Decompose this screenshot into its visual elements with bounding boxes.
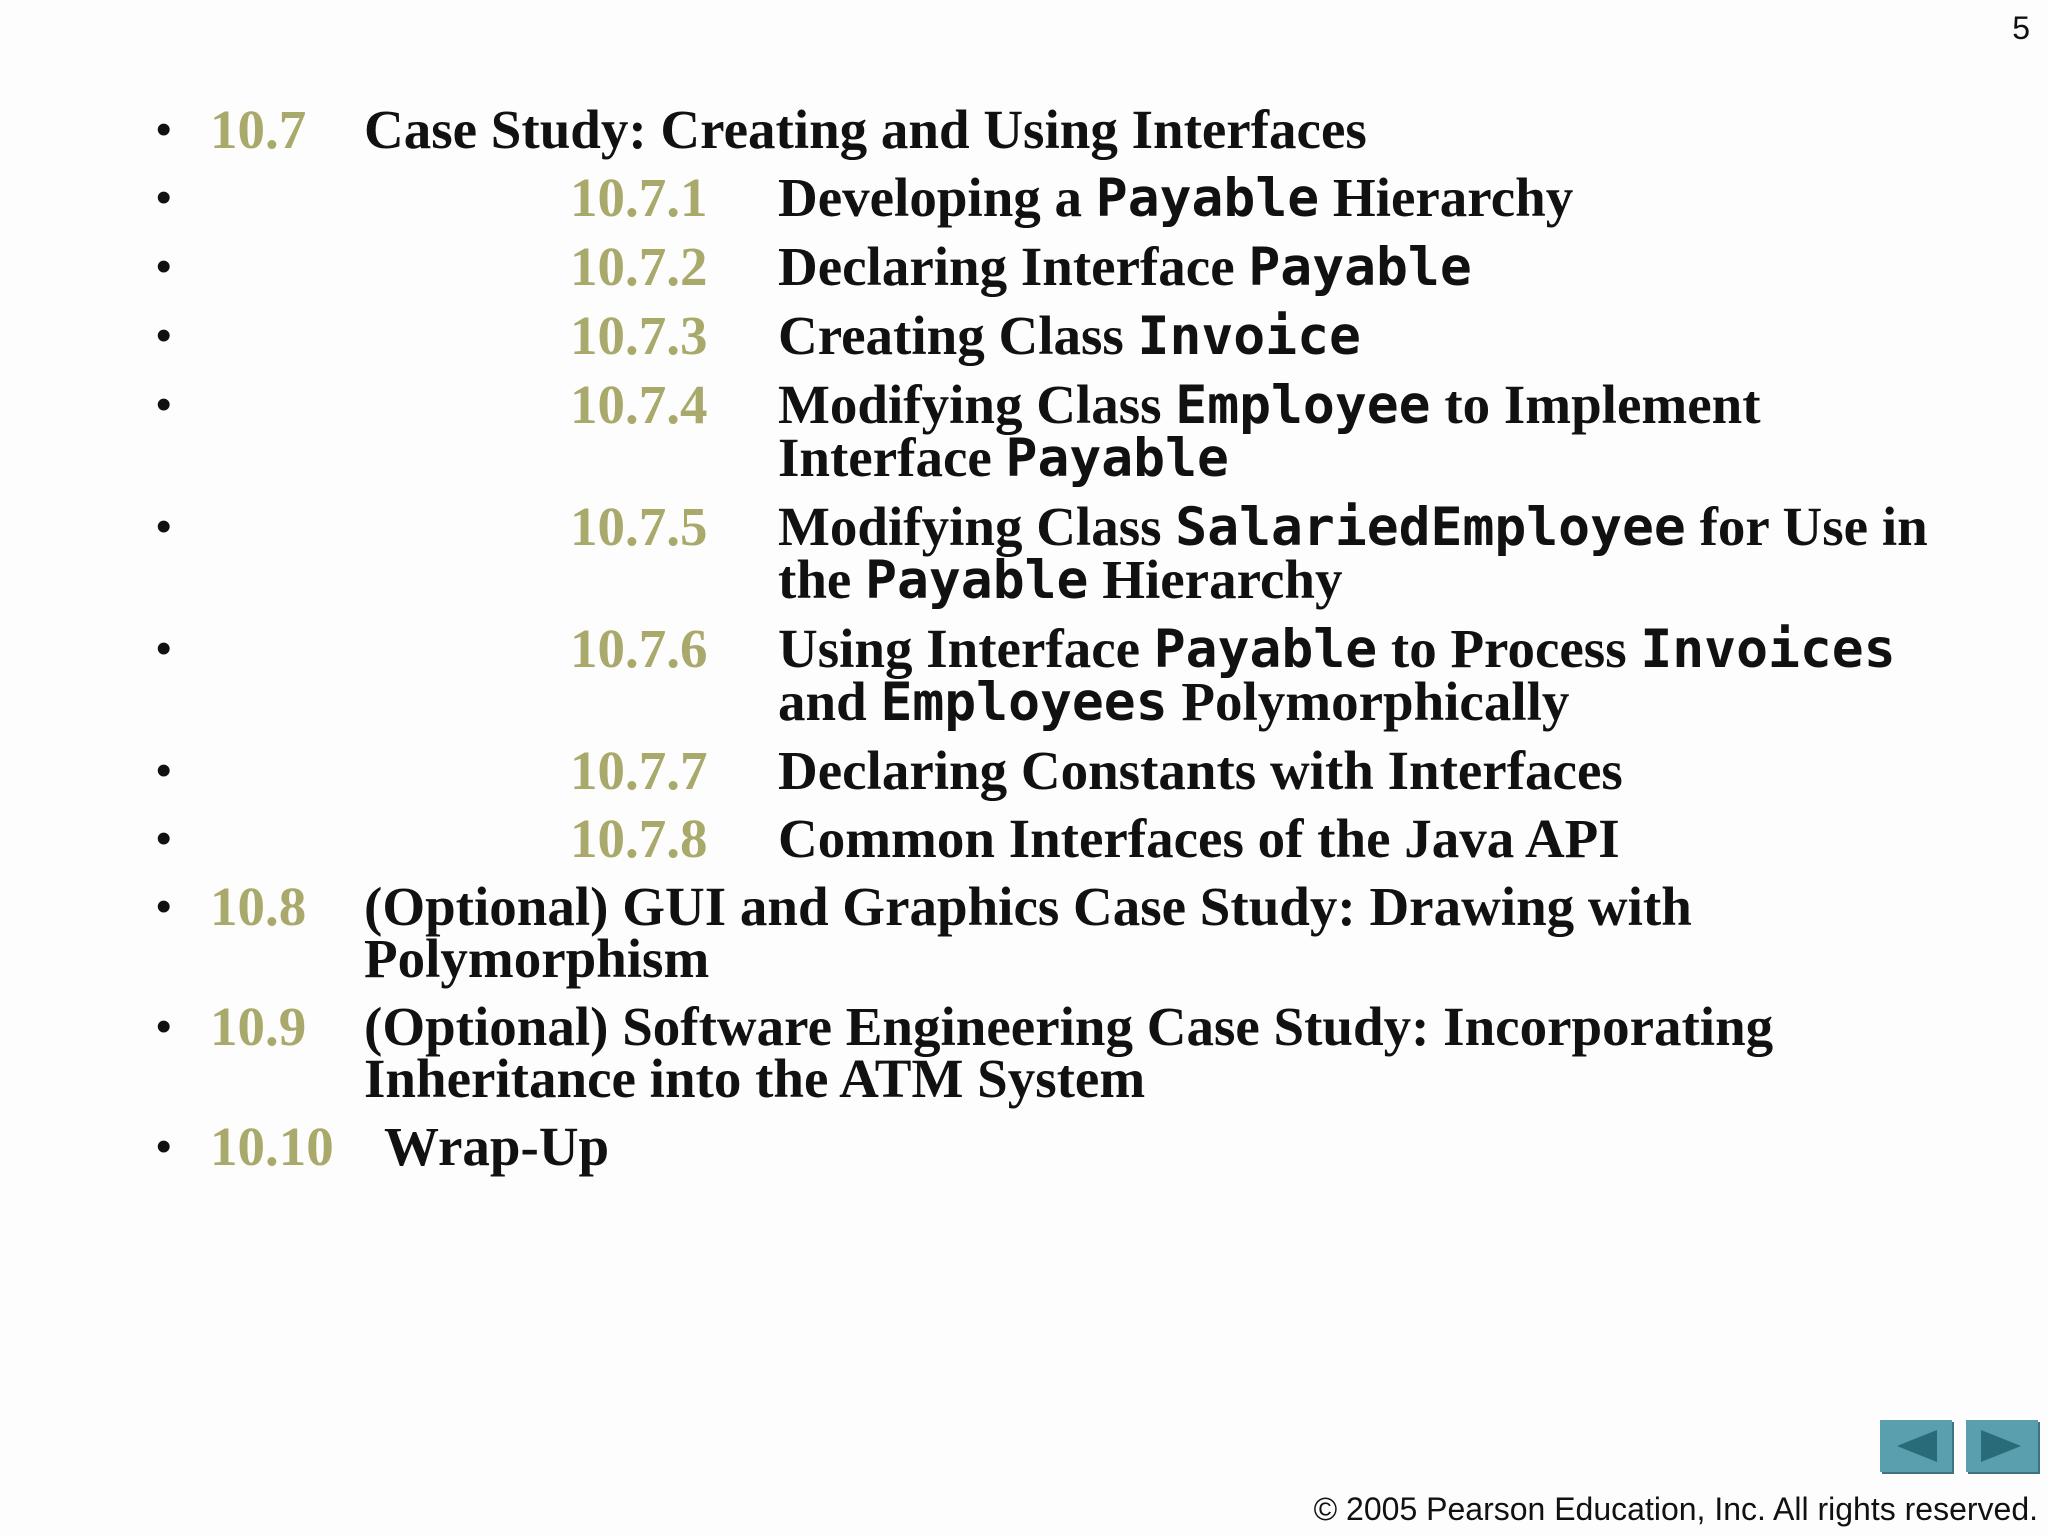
section-number: 10.8 [210,876,307,937]
bullet-icon: • [156,624,172,673]
code-identifier: Invoice [1137,306,1361,367]
bullet-icon: • [156,746,172,795]
toc-subsection [156,167,1956,229]
code-identifier: Payable [1153,619,1378,680]
title-text: Modifying Class [778,374,1176,435]
code-identifier: SalariedEmployee [1175,497,1686,558]
section-title [778,374,1958,489]
section-title [384,1116,1884,1177]
bullet-icon: • [156,502,172,551]
triangle-right-icon [1979,1428,2025,1464]
triangle-left-icon [1893,1428,1939,1464]
title-text: (Optional) GUI and Graphics Case Study: Drawing with Polymorphism [364,876,1692,989]
code-identifier: Employee [1175,375,1431,436]
bullet-icon: • [156,311,172,360]
toc-section [156,996,1956,1109]
title-text: Using Interface [778,618,1154,679]
section-number: 10.7.4 [570,374,708,435]
title-text: Wrap-Up [384,1116,610,1177]
title-text: Creating Class [778,305,1138,366]
bullet-icon: • [156,105,172,154]
toc-subsection [156,374,1956,489]
code-identifier: Employees [880,672,1168,733]
section-title [778,808,1958,869]
section-number: 10.10 [210,1116,334,1177]
toc-subsection [156,808,1956,869]
title-text: and [778,671,881,732]
toc-subsection [156,618,1956,733]
section-title [778,305,1958,367]
section-title [778,740,1958,801]
section-title [364,876,1864,989]
toc-section [156,99,1956,160]
code-identifier: Payable [1095,168,1320,229]
toc-subsection [156,496,1956,611]
bullet-icon: • [156,242,172,291]
section-number: 10.7.3 [570,305,708,366]
slide-navigation [1880,1420,2038,1472]
toc-subsection [156,740,1956,801]
section-number: 10.7.1 [570,167,708,228]
title-text: Declaring Interface [778,236,1249,297]
section-number: 10.7.7 [570,740,708,801]
page-number: 5 [2012,10,2030,46]
bullet-icon: • [156,173,172,222]
bullet-icon: • [156,814,172,863]
previous-slide-button[interactable] [1880,1420,1952,1472]
title-text: Common Interfaces of the Java API [778,808,1620,869]
toc-subsection [156,305,1956,367]
bullet-icon: • [156,1122,172,1171]
section-number: 10.7.8 [570,808,708,869]
code-identifier: Payable [1248,237,1472,298]
bullet-icon: • [156,1002,172,1051]
title-text: Hierarchy [1088,549,1343,610]
title-text: to Implement Interface [778,374,1761,488]
title-text: Hierarchy [1319,167,1574,228]
section-number: 10.7.2 [570,236,708,297]
section-number: 10.7.5 [570,496,708,557]
bullet-icon: • [156,380,172,429]
code-identifier: Payable [1005,428,1229,489]
section-number: 10.7.6 [570,618,708,679]
title-text: Developing a [778,167,1096,228]
title-text: (Optional) Software Engineering Case Study: Incorporating Inheritance into the ATM System [364,996,1774,1109]
table-of-contents [156,99,1956,1189]
title-text: Modifying Class [778,496,1176,557]
copyright-footer: © 2005 Pearson Education, Inc. All rights reserved. [1313,1491,2038,1527]
toc-subsection [156,236,1956,298]
section-number: 10.9 [210,996,307,1057]
bullet-icon: • [156,882,172,931]
title-text: Case Study: Creating and Using Interfaces [364,99,1367,160]
section-title [364,996,1864,1109]
title-text: Declaring Constants with Interfaces [778,740,1623,801]
next-slide-button[interactable] [1966,1420,2038,1472]
section-title [778,496,1958,611]
section-title [778,167,1958,229]
code-identifier: Invoices [1640,619,1896,680]
section-title [364,99,1864,160]
section-title [778,618,1958,733]
title-text: Polymorphically [1167,671,1570,732]
section-title [778,236,1958,298]
title-text: to Process [1377,618,1641,679]
section-number: 10.7 [210,99,307,160]
code-identifier: Payable [865,550,1089,611]
toc-section [156,1116,1956,1177]
title-text: for Use in the [778,496,1928,610]
toc-section [156,876,1956,989]
